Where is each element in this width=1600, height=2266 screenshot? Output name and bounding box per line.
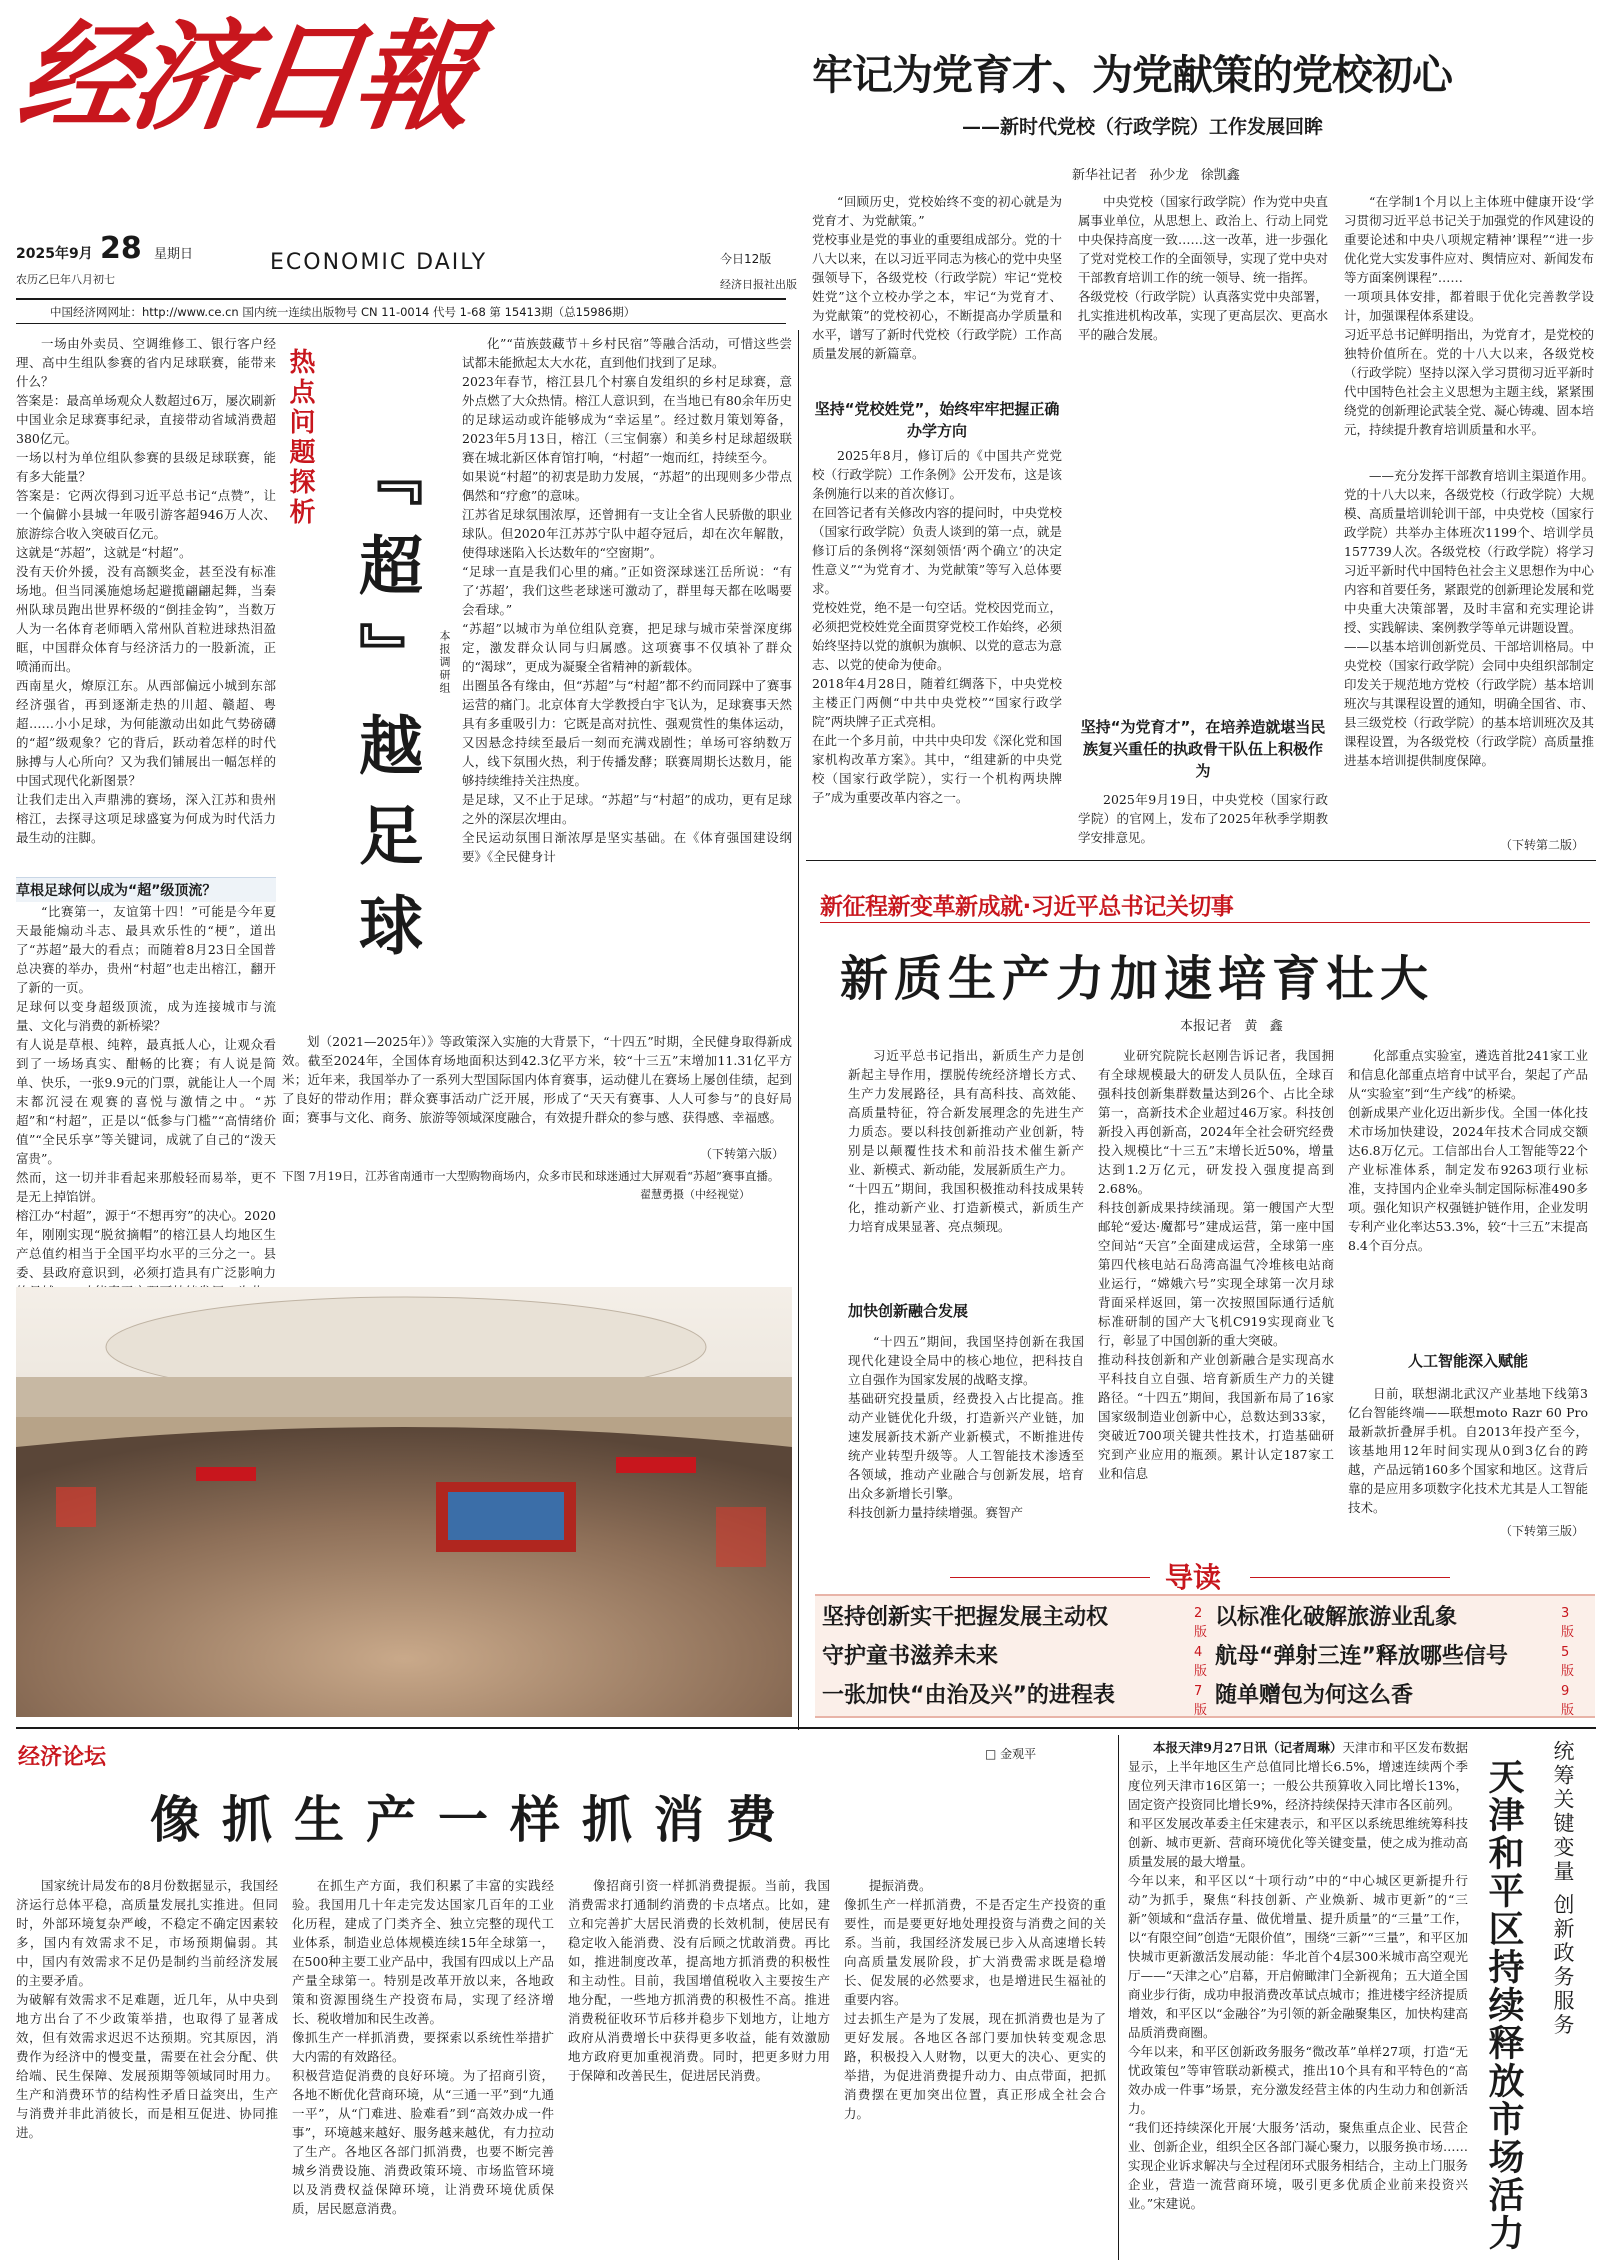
guide-rule-right bbox=[1250, 1577, 1450, 1578]
crowd-photo-illustration bbox=[16, 1287, 792, 1717]
guide-item-5-page: 7版 bbox=[1194, 1684, 1208, 1718]
hot-col1-text: 一场由外卖员、空调维修工、银行客户经理、高中生组队参赛的省内足球联赛，能带来什么？ 答案是：最高单场观众人数超过6万，屡次刷新中国业余足球赛事纪录，直接带动省域消费超380亿元。 一场以村为单位组队参赛的县级足球联赛，能有多大能量？ 答案是：它两次得到习近平总书记“点赞”，让一个偏僻小县城一年吸引游客超946万人次、旅游综合收入突破百亿元。 这就是“苏超”，这就是“村超”。 没有天价外援，没有高额奖金，甚至没有标准场地。但当同溪施熄场起避揽翩翩起舞，当秦州队球员跑出世界杯级的“倒挂金钩”，当数万人为一名体育老师晒入常州队首粒进球热泪盈眶，中国群众体育与经济活力的一股新流，正喷涌而出。 西南星火，燎原江东。从西部偏远小城到东部经济强省，再到逐渐走热的川超、赣超、粤超……小小足球，为何能激动出如此气势磅礴的“超”级观象？它的背后，跃动着怎样的时代脉搏与人心所向？又为我们铺展出一幅怎样的中国式现代化新图景？ 让我们走出入声鼎沸的赛场，深入江苏和贵州榕江，去探寻这项足球盛宴为何成为时代活力最生动的注脚。 bbox=[16, 336, 276, 845]
guide-item-2-page: 3版 bbox=[1561, 1606, 1575, 1640]
forum-author: □ 金观平 bbox=[985, 1747, 1037, 1761]
forum-side-divider bbox=[1118, 1735, 1119, 2260]
forum-col1 bbox=[16, 1876, 278, 2260]
main-col4-text: ——充分发挥干部教育培训主渠道作用。党的十八大以来，各级党校（行政学院）大规模、高质量培训轮训干部，中央党校（国家行政学院）共举办主体班次1199个、培训学员157739人次。各级党校（行政学院）将学习习近平新时代中国特色社会主义思想作为中心内容和首要任务，紧跟党的创新理论发展和党中央重大决策部署，及时丰富和充实理论讲授、实践解读、案例教学等单元讲题设置。 ——以基本培训创新党员、干部培训格局。中央党校（国家行政学院）会同中央组织部制定印发关于规范地方党校（行政学院）基本培训班次与其课程设置的通知，明确全国省、市、县三级党校（行政学院）的基本培训班次及其课程设置，为各级党校（行政学院）高质量推进基本培训提供制度保障。 bbox=[1344, 468, 1595, 768]
guide-item-1[interactable] bbox=[822, 1600, 1208, 1640]
main-col3b bbox=[1078, 790, 1328, 850]
guide-item-3-page: 4版 bbox=[1194, 1645, 1208, 1679]
main-byline: 新华社记者 孙少龙 徐凯鑫 bbox=[1072, 168, 1240, 183]
left-right-divider bbox=[798, 330, 799, 1730]
guide-item-3-text: 守护童书滋养未来 bbox=[822, 1644, 999, 1669]
hot-col2b bbox=[282, 1032, 792, 1142]
xi-sub1: 加快创新融合发展 bbox=[848, 1302, 969, 1320]
xi-sub2: 人工智能深入赋能 bbox=[1407, 1352, 1528, 1370]
main-col2 bbox=[1078, 192, 1328, 707]
guide-item-1-page: 2版 bbox=[1194, 1606, 1208, 1640]
forum-col2-text: 在抓生产方面，我们积累了丰富的实践经验。我国用几十年走完发达国家几百年的工业化历程，建成了门类齐全、独立完整的现代工业体系，制造业总体规模连续15年全球第一，在500种主要工业产品中，我国有四成以上产品产量全球第一。特别是改革开放以来，各地政策和资源围绕生产投资布局，实现了经济增长、税收增加和民生改善。 像抓生产一样抓消费，要探索以系统性举措扩大内需的有效路径。 积极营造促消费的良好环境。为了招商引资，各地不断优化营商环境，从“三通一平”到“九通一平”，从“门难进、脸难看”到“高效办成一件事”，环境越来越好、服务越来越优，有力拉动了生产。各地区各部门抓消费，也要不断完善城乡消费设施、消费政策环境、市场监管环境以及消费权益保障环境，让消费环境优质保质，居民愿意消费。 bbox=[292, 1878, 554, 2216]
guide-item-6[interactable] bbox=[1215, 1678, 1575, 1718]
info-rule bbox=[16, 323, 786, 324]
side-article-text: 天津市和平区发布数据显示，上半年地区生产总值同比增长6.5%，增速连续两个季度位列天津市16区第一；一般公共预算收入同比增长13%，固定资产投资同比增长9%，经济持续保持天津市各区前列。 和平区发展改革委主任宋建表示，和平区以系统思维统筹科技创新、城市更新、营商环境优化等关键变量，使之成为推动高质量发展的最大增量。 今年以来，和平区以“十项行动”中的“中心城区更新提升行动”为抓手，聚焦“科技创新、产业焕新、城市更新”的“三新”领域和“盘活存量、做优增量、提升质量”的“三量”工作，以“有限空间”创造“无限价值”，围绕“三新”“三量”，和平区加快城市更新激活发展动能：华北首个4层300米城市高空观光厅——“天津之心”启幕，开启俯瞰津门全新视角；五大道全国商业步行街，成功申报消费改革试点城市；推进楼宇经济提质增效，和平区以“金融谷”为引领的新金融聚集区，加快构建高品质消费商圈。 今年以来，和平区创新政务服务“微改革”单样27项，打造“无忧政策包”等审管联动新模式，推出10个具有和平特色的“高效办成一件事”场景，充分激发经营主体的内生动力和创新活力。 “我们还持续深化开展‘大服务’活动，聚焦重点企业、民营企业、创新企业，组织全区各部门凝心聚力，以服务换市场……实现企业诉求解决与全过程闭环式服务相结合，主动上门服务企业，营造一流营商环境，吸引更多优质企业前来投资兴业。”宋建说。 bbox=[1128, 1740, 1468, 2211]
xi-col1b bbox=[848, 1332, 1084, 1542]
page-count: 今日12版 bbox=[720, 252, 772, 266]
xi-col3-text: 化部重点实验室，遴选首批241家工业和信息化部重点培育中试平台，架起了产品从“实验室”到“生产线”的桥梁。 创新成果产业化迈出新步伐。全国一体化技术市场加快建设，2024年技术合同成交额达6.8万亿元。工信部出台人工智能等22个产业标准体系，制定发布9263项行业标准，支持国内企业牵头制定国际标准490多项。强化知识产权强链护链作用，企业发明专利产业化率达53.3%，较“十三五”末提高8.4个百分点。 bbox=[1348, 1048, 1588, 1253]
guide-item-4[interactable] bbox=[1215, 1639, 1575, 1679]
masthead-rule bbox=[16, 298, 786, 300]
guide-item-5-text: 一张加快“由治及兴”的进程表 bbox=[822, 1683, 1115, 1708]
side-article-body bbox=[1128, 1738, 1468, 2260]
guide-item-3[interactable] bbox=[822, 1639, 1208, 1679]
date-year-month: 2025年9月 bbox=[16, 246, 93, 262]
weekday: 星期日 bbox=[154, 247, 194, 262]
forum-col3 bbox=[568, 1876, 830, 2260]
xi-col2 bbox=[1098, 1046, 1334, 1542]
forum-label: 经济论坛 bbox=[18, 1745, 107, 1770]
guide-item-6-text: 随单赠包为何这么香 bbox=[1215, 1683, 1414, 1708]
side-article-title: 天津和平区持续释放市场活力 bbox=[1483, 1758, 1524, 2252]
forum-top-rule bbox=[16, 1727, 1596, 1729]
guide-title: 导读 bbox=[1165, 1561, 1222, 1594]
hot-jump: （下转第六版） bbox=[700, 1147, 785, 1161]
xi-col1 bbox=[848, 1046, 1084, 1276]
side-article-subtitle: 统筹关键变量 创新政务服务 bbox=[1551, 1740, 1575, 2038]
xi-byline: 本报记者 黄 鑫 bbox=[1180, 1019, 1283, 1034]
hot-col1b bbox=[16, 902, 276, 1280]
main-headline: 牢记为党育才、为党献策的党校初心 bbox=[812, 51, 1452, 99]
hot-col1 bbox=[16, 334, 276, 874]
xi-col1b-text: “十四五”期间，我国坚持创新在我国现代化建设全局中的核心地位，把科技自立自强作为国家发展的战略支撑。 基础研究投量质，经费投入占比提高。推动产业链优化升级，打造新兴产业链，加速发展新技术新产业新模式，不断推进传统产业转型升级等。人工智能技术渗透至各领域，推动产业融合与创新发展，培育出众多新增长引擎。 科技创新力量持续增强。赛智产 bbox=[848, 1334, 1084, 1520]
main-col1-text: “回顾历史，党校始终不变的初心就是为党育才、为党献策。” 党校事业是党的事业的重要组成部分。党的十八大以来，在以习近平同志为核心的党中央坚强领导下，各级党校（行政学院）牢记“党校姓党”这个立校办学之本，牢记“为党育才、为党献策”的党校初心，不断提高办学质量和水平，谱写了新时代党校（行政学院）工作高质量发展的新篇章。 bbox=[812, 194, 1063, 361]
forum-col2 bbox=[292, 1876, 554, 2260]
hot-col1b-text: “比赛第一，友谊第十四！”可能是今年夏天最能煽动斗志、最具欢乐性的“梗”，道出了“苏超”最大的看点；而随着8月23日全国普总决赛的举办，贵州“村超”也走出榕江，翻开了新的一页。 足球何以变身超级顶流，成为连接城市与流量、文化与消费的新桥梁？ 有人说是草根、纯粹，最真抵人心，让观众看到了一场场真实、酣畅的比赛；有人说是简单、快乐，一张9.9元的门票，就能让人一个周末都沉浸在观赛的喜悦与激情之中。“苏超”和“村超”，正是以“低参与门槛”“高情绪价值”“全民乐享”等关键词，成就了自己的“泼天富贵”。 然而，这一切并非看起来那般轻而易举，更不是无上掉馅饼。 榕江办“村超”，源于“不想再穷”的决心。2020年，刚刚实现“脱贫摘帽”的榕江县人均地区生产总值约相当于全国平均水平的三分之一。县委、县政府意识到，必须打造具有广泛影响力 bbox=[16, 904, 276, 1280]
hot-col2-text: 化”“苗族鼓藏节＋乡村民宿”等融合活动，可惜这些尝试都未能掀起太大水花，直到他们找到了足球。 2023年春节，榕江县几个村寨自发组织的乡村足球赛，意外点燃了大众热情。榕江人意识到，在当地已有80余年历史的足球运动或许能够成为“幸运星”。经过数月策划筹备，2023年5月13日，榕江（三宝侗寨）和美乡村足球超级联赛在城北新区体育馆打响，“村超”一炮而红，持续至今。 如果说“村超”的初衷是助力发展，“苏超”的出现则多少带点偶然和“疗愈”的意味。 江苏省足球氛围浓厚，还曾拥有一支让全省人民骄傲的职业球队。但2020年江苏苏宁队中超夺冠后，却在次年解散，使得球迷陷入长达数年的“空窗期”。 “足球一直是我们心里的痛。”正如资深球迷江岳所说：“有了‘苏超’，我们这些老球迷可激动了，群里每天都在吆喝要会看球。” “苏超”以城市为单位组队竞赛，把足球与城市荣誉深度绑定，激发群众认同与归属感。这项赛事不仅填补了群众的“渴球”，更成为凝聚全省精神的新载体。 出圈虽各有缘由，但“苏超”与“村超”都不约而同踩中了赛事运营的痛门。北京体育大学教授白宇飞认为，足球赛事天然具有多重吸引力：它既是高对抗性、强观赏性的集体运动，又因悬念持续至最后一刻而充满戏剧性；单场可容纳数万人，线下氛围火热，利于传播发酵；联赛周期长达数月，能够持续维持关注热度。 是足球，又不止于足球。“苏超”与“村超”的成功，更有足球之外的深层次埋由。 全民运动氛围日渐浓厚是坚实基础。在《体育强国建设纲要》《全民健身计 bbox=[462, 336, 792, 864]
info-bar: 中国经济网网址：http://www.ce.cn 国内统一连续出版物号 CN 11-0014 代号 1-68 第 15413期（总15986期） bbox=[50, 305, 636, 319]
guide-item-2-text: 以标准化破解旅游业乱象 bbox=[1215, 1605, 1458, 1630]
hot-photo-caption: 下图 7月19日，江苏省南通市一大型购物商场内，众多市民和球迷通过大屏观看“苏超”赛事直播。 bbox=[282, 1169, 780, 1183]
guide-rule-left bbox=[950, 1577, 1150, 1578]
main-jump: （下转第二版） bbox=[1500, 838, 1585, 852]
forum-col3-text: 像招商引资一样抓消费提振。当前，我国消费需求打通制约消费的卡点堵点。比如，建立和完善扩大居民消费的长效机制，使居民有稳定收入能消费、没有后顾之忧敢消费。再比如，推进制度改革，提高地方抓消费的积极性和主动性。目前，我国增值税收入主要按生产地分配，一些地方抓消费的积极性不高。推进消费税征收环节后移并稳步下划地方，让地方政府从消费增长中获得更多收益，能有效激励地方政府更加重视消费。同时，把更多财力用于保障和改善民生，促进居民消费。 bbox=[568, 1878, 830, 2083]
xi-col3 bbox=[1348, 1046, 1588, 1316]
newspaper-logo: 经济日報 bbox=[10, 7, 478, 146]
main-col3-text: “在学制1个月以上主体班中健康开设‘学习贯彻习近平总书记关于加强党的作风建设的重要论述和中央八项规定精神’课程”“进一步优化党大实发事件应对、舆情应对、新闻发布等方面案例课程”…… 一项项具体安排，都着眼于优化完善教学设计，加强课程体系建设。 习近平总书记鲜明指出，为党育才，是党校的独特价值所在。党的十八大以来，各级党校（行政学院）坚持以深入学习贯彻习近平新时代中国特色社会主义思想为主题主线，紧紧围绕党的创新理论武装全党、凝心铸魂、固本培元，持续提升教育培训质量和水平。 bbox=[1344, 194, 1595, 437]
forum-col4-text: 提振消费。 像抓生产一样抓消费，不是否定生产投资的重要性，而是要更好地处理投资与消费之间的关系。当前，我国经济发展已步入从高速增长转向高质量发展阶段，扩大消费需求既是稳增长、促发展的必然要求，也是增进民生福祉的重要内容。 过去抓生产是为了发展，现在抓消费也是为了更好发展。各地区各部门要加快转变观念思路，积极投入人财物，以更大的决心、更实的举措，为促进消费提升动力、由点带面，把抓消费摆在更加突出位置，真正形成全社会合力。 bbox=[844, 1878, 1106, 2121]
xi-banner-rule bbox=[820, 922, 1590, 923]
publisher: 经济日报社出版 bbox=[720, 278, 797, 291]
hot-photo-credit: 翟慧勇摄（中经视觉） bbox=[640, 1188, 750, 1201]
main-col3b-text: 2025年9月19日，中央党校（国家行政学院）的官网上，发布了2025年秋季学期教学安排意见。 bbox=[1078, 792, 1328, 845]
xi-banner: 新征程新变革新成就·习近平总书记关切事 bbox=[820, 894, 1234, 920]
main-subtitle: ——新时代党校（行政学院）工作发展回眸 bbox=[962, 116, 1324, 138]
guide-item-6-page: 9版 bbox=[1561, 1684, 1575, 1718]
guide-item-4-page: 5版 bbox=[1561, 1645, 1575, 1679]
main-col3-subhead: 坚持“为党育才”，在培养造就堪当民族复兴重任的执政骨干队伍上积极作为 bbox=[1080, 718, 1326, 780]
xi-col1-text: 习近平总书记指出，新质生产力是创新起主导作用，摆脱传统经济增长方式、生产力发展路径，具有高科技、高效能、高质量特征，符合新发展理念的先进生产力质态。要以科技创新推动产业创新，特别是以颠覆性技术和前沿技术催生新产业、新模式、新动能，发展新质生产力。 “十四五”期间，我国积极推动科技成果转化，推动新产业、打造新模式，新质生产力培育成果显著、亮点频现。 bbox=[848, 1048, 1084, 1234]
english-title: ECONOMIC DAILY bbox=[270, 250, 488, 275]
xi-jump: （下转第三版） bbox=[1500, 1524, 1585, 1538]
main-col1 bbox=[812, 192, 1062, 432]
hot-col2b-text: 划（2021—2025年）》等政策深入实施的大背景下，“十四五”时期，全民健身取得新成效。截至2024年，全国体育场地面积达到42.3亿平方米，较“十三五”末增加11.31亿平方米；近年来，我国举办了一系列大型国际国内体育赛事，运动健儿在赛场上屡创佳绩，起到了良好的带动作用；群众赛事活动广泛开展，形成了“天天有赛事、人人可参与”的良好局面；赛事与文化、商务、旅游等领域深度融合，有效提升群众的参与感、获得感、幸福感。 bbox=[282, 1034, 792, 1125]
hot-sub1: 草根足球何以成为“超”级顶流？ bbox=[16, 877, 276, 902]
stadium-crowd-photo bbox=[16, 1287, 792, 1717]
main-col1-subhead: 坚持“党校姓党”，始终牢牢把握正确办学方向 bbox=[814, 400, 1060, 440]
xi-col2-text: 业研究院院长赵刚告诉记者，我国拥有全球规模最大的研发人员队伍，全球百强科技创新集群数量达到26个、占比全球第一，高新技术企业超过46万家。科技创新投入再创新高，2024年全社会研究经费投入规模比“十三五”末增长近50%，增量达到1.2万亿元，研发投入强度提高到2.68%。 科技创新成果持续涌现。第一艘国产大型邮轮“爱达·魔都号”建成运营，第一座中国空间站“天宫”全面建成运营，全球第一座第四代核电站石岛湾高温气冷堆核电站商业运行，“嫦娥六号”实现全球第一次月球背面采样返回，第一次按照国际通行适航标准研制的国产大飞机C919实现商业飞行，彰显了中国创新的重大突破。 推动科技创新和产业创新融合是实现高水平科技自立自强、培育新质生产力的关键路径。“十四五”期间，我国新布局了16家国家级制造业创新中心，总数达到33家，突破近700项关键共性技术，打造基础研究到产业应用的瓶颈。累计认定187家工业和信息 bbox=[1098, 1048, 1334, 1481]
forum-title: 像抓生产一样抓消费 bbox=[150, 1790, 798, 1849]
forum-col1-text: 国家统计局发布的8月份数据显示，我国经济运行总体平稳，高质量发展扎实推进。但同时，外部环境复杂严峻，不稳定不确定因素较多，国内有效需求不足，市场预期偏弱。其中，国内有效需求不足仍是制约当前经济发展的主要矛盾。 为破解有效需求不足难题，近几年，从中央到地方出台了不少政策举措，也取得了显著成效，但有效需求迟迟不达预期。究其原因，消费作为经济中的慢变量，需要在社会分配、供给端、民生保障、发展预期等领域同时用力。生产和消费环节的结构性矛盾日益突出，生产与消费并非此消彼长，而是相互促进、协同推进。 bbox=[16, 1878, 278, 2140]
guide-item-2[interactable] bbox=[1215, 1600, 1575, 1640]
guide-item-5[interactable] bbox=[822, 1678, 1208, 1718]
main-col2-text: 中央党校（国家行政学院）作为党中央直属事业单位，从思想上、政治上、行动上同党中央保持高度一致……这一改革，进一步强化了党对党校工作的全面领导，实现了党中央对干部教育培训工作的统一领导、统一指挥。 各级党校（行政学院）认真落实党中央部署，扎实推进机构改革，实现了更高层次、更高水平的融合发展。 bbox=[1078, 194, 1329, 342]
date-day: 28 bbox=[100, 231, 142, 266]
guide-item-1-text: 坚持创新实干把握发展主动权 bbox=[822, 1605, 1109, 1630]
guide-item-4-text: 航母“弹射三连”释放哪些信号 bbox=[1215, 1644, 1508, 1669]
xi-title: 新质生产力加速培育壮大 bbox=[840, 951, 1435, 1007]
xi-col3b bbox=[1348, 1384, 1588, 1520]
xi-col3b-text: 日前，联想湖北武汉产业基地下线第3亿台智能终端——联想moto Razr 60 Pro最新款折叠屏手机。自2013年投产至今，该基地用12年时间实现从0到3亿台的跨越，产品远销160多个国家和地区。这背后靠的是应用多项数字化技术尤其是人工智能技术。 bbox=[1348, 1386, 1588, 1515]
main-col1b bbox=[812, 446, 1062, 848]
main-col3 bbox=[1344, 192, 1594, 462]
lunar-date: 农历乙巳年八月初七 bbox=[16, 273, 115, 286]
main-col4 bbox=[1344, 466, 1594, 838]
main-col1b-text: 2025年8月，修订后的《中国共产党党校（行政学院）工作条例》公开发布，这是该条例施行以来的首次修订。 在回答记者有关修改内容的提问时，中央党校（国家行政学院）负责人谈到的第一点，就是修订后的条例将“深刻领悟‘两个确立’的决定性意义”“为党育才、为党献策”等写入总体要求。 党校姓党，绝不是一句空话。党校因党而立，必须把党校姓党全面贯穿党校工作始终，必须始终坚持以党的旗帜为旗帜、以党的意志为意志、以党的使命为使命。 2018年4月28日，随着红绸落下，中央党校主楼正门两侧“中共中央党校”“国家行政学院”两块牌子正式亮相。 在此一个多月前，中共中央印发《深化党和国家机构改革方案》。其中，“组建新的中央党校（国家行政学院），实行一个机构两块牌子”成为重要改革内容之一。 bbox=[812, 448, 1063, 805]
hot-topic-label: 热点问题探析 bbox=[285, 348, 315, 528]
hot-topic-big-title: 『超』越足球 bbox=[348, 442, 422, 982]
main-bottom-rule bbox=[806, 860, 1596, 861]
hot-topic-byline: 本报调研组 bbox=[438, 630, 451, 695]
hot-col2 bbox=[462, 334, 792, 1034]
side-article-byline: 本报天津9月27日讯（记者周琳） bbox=[1153, 1740, 1343, 1755]
forum-col4 bbox=[844, 1876, 1106, 2260]
